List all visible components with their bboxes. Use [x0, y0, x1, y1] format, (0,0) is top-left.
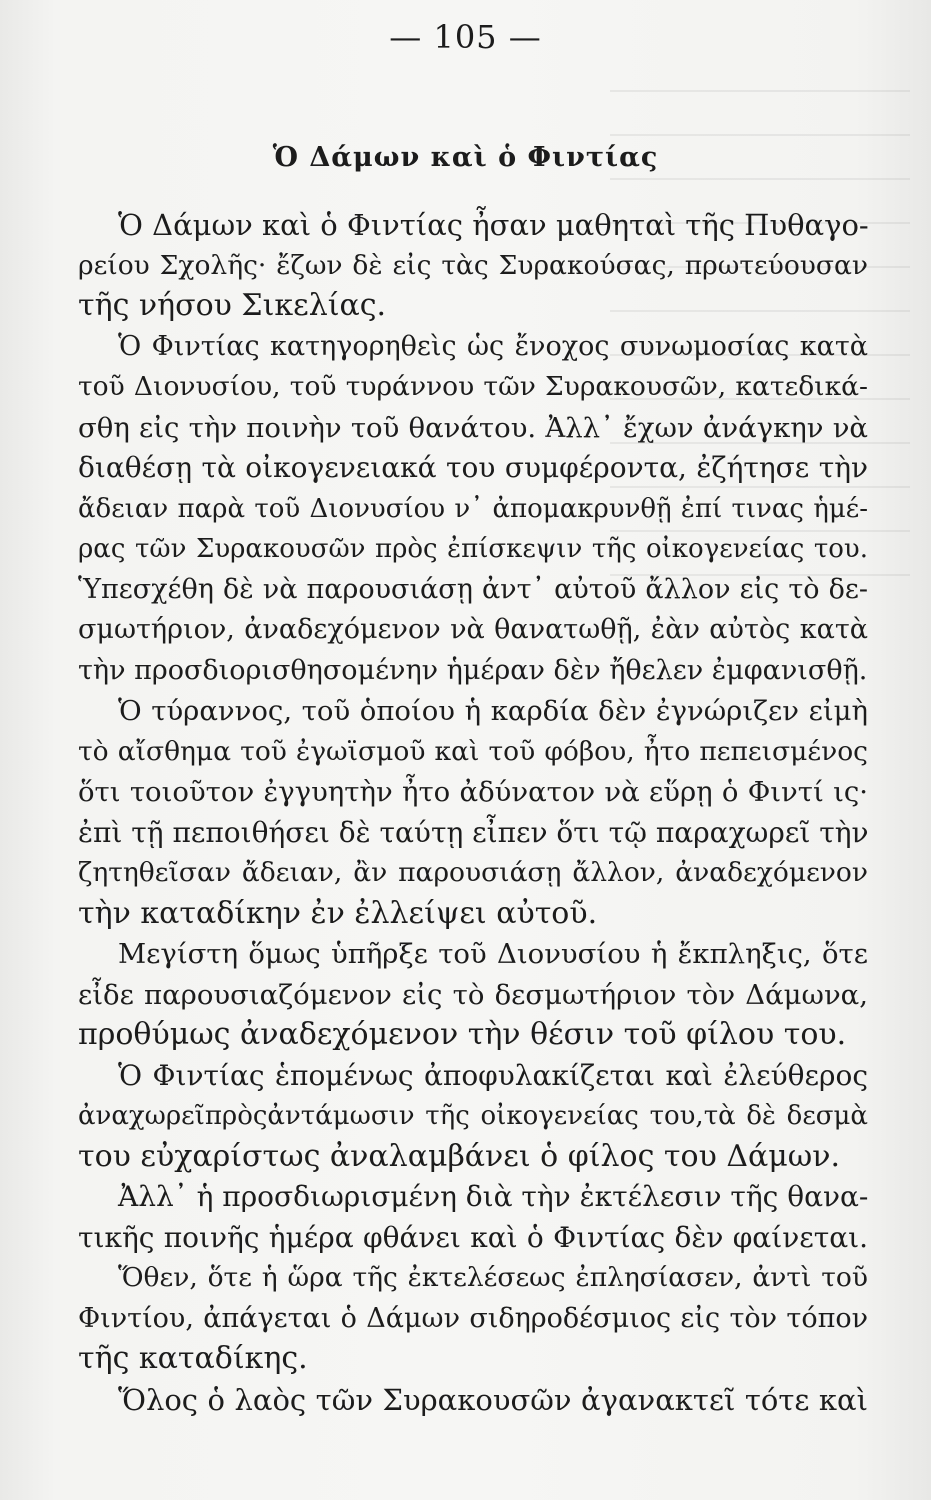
text-line: Ὑπεσχέθη δὲ νὰ παρουσιάσῃ ἀντ᾽ αὐτοῦ ἄλλον εἰς τὸ δε- — [78, 573, 868, 605]
text-line: του εὐχαρίστως ἀναλαμβάνει ὁ φίλος του Δάμων. — [78, 1138, 840, 1174]
text-line: τικῆς ποινῆς ἡμέρα φθάνει καὶ ὁ Φιντίας δὲν φαίνεται. — [78, 1220, 868, 1254]
page-number: — 105 — — [389, 18, 542, 56]
text-line: ρείου Σχολῆς· ἔζων δὲ εἰς τὰς Συρακούσας, πρωτεύουσαν — [78, 249, 868, 281]
text-line: Ὅλος ὁ λαὸς τῶν Συρακουσῶν ἀγανακτεῖ τότε καὶ — [118, 1382, 868, 1417]
text-line: Μεγίστη ὅμως ὑπῆρξε τοῦ Διονυσίου ἡ ἔκπληξις, ὅτε — [118, 938, 868, 970]
text-line: Ὁ Δάμων καὶ ὁ Φιντίας ἦσαν μαθηταὶ τῆς Πυθαγο- — [118, 208, 869, 242]
text-line: τῆς καταδίκης. — [78, 1341, 308, 1376]
text-line: ἐπὶ τῇ πεποιθήσει δὲ ταύτῃ εἶπεν ὅτι τῷ παραχωρεῖ τὴν — [78, 815, 869, 849]
text-line: σθη εἰς τὴν ποινὴν τοῦ θανάτου. Ἀλλ᾽ ἔχων ἀνάγκην νὰ — [78, 411, 868, 444]
text-line: Ὁ Φιντίας ἑπομένως ἀποφυλακίζεται καὶ ἐλεύθερος — [118, 1058, 868, 1092]
text-line: ζητηθεῖσαν ἄδειαν, ἂν παρουσιάσῃ ἄλλον, ἀναδεχόμενον — [78, 857, 868, 888]
text-line: προθύμως ἀναδεχόμενον τὴν θέσιν τοῦ φίλου του. — [78, 1017, 847, 1052]
text-line: σμωτήριον, ἀναδεχόμενον νὰ θανατωθῇ, ἐὰν αὐτὸς κατὰ — [78, 614, 868, 645]
text-line: Ὅθεν, ὅτε ἡ ὥρα τῆς ἐκτελέσεως ἐπλησίασεν, ἀντὶ τοῦ — [118, 1262, 868, 1293]
text-line: εἶδε παρουσιαζόμενον εἰς τὸ δεσμωτήριον τὸν Δάμωνα, — [78, 978, 868, 1011]
text-line: ὅτι τοιοῦτον ἐγγυητὴν ἦτο ἀδύνατον νὰ εὕρῃ ὁ Φιντί ις· — [78, 776, 868, 808]
text-line: ἀναχωρεῖπρὸςἀντάμωσιν τῆς οἰκογενείας του,τὰ δὲ δεσμὰ — [78, 1101, 868, 1131]
text-line: διαθέσῃ τὰ οἰκογενειακά του συμφέροντα, ἐζήτησε τὴν — [78, 451, 868, 484]
text-line: τὸ αἴσθημα τοῦ ἐγωϊσμοῦ καὶ τοῦ φόβου, ἦτο πεπεισμένος — [78, 735, 868, 767]
text-line: τῆς νήσου Σικελίας. — [78, 288, 387, 323]
text-line: ἄδειαν παρὰ τοῦ Διονυσίου ν᾽ ἀπομακρυνθῇ ἐπί τινας ἡμέ- — [78, 493, 868, 524]
text-line: Ἀλλ᾽ ἡ προσδιωρισμένη διὰ τὴν ἐκτέλεσιν τῆς θανα- — [118, 1180, 869, 1213]
text-line: τοῦ Διονυσίου, τοῦ τυράννου τῶν Συρακουσῶν, κατεδικά- — [78, 371, 868, 402]
text-line: τὴν καταδίκην ἐν ἐλλείψει αὐτοῦ. — [78, 895, 598, 931]
text-line: τὴν προσδιορισθησομένην ἡμέραν δὲν ἤθελεν ἐμφανισθῇ. — [78, 654, 868, 686]
text-line: Ὁ Φιντίας κατηγορηθεὶς ὡς ἔνοχος συνωμοσίας κατὰ — [118, 330, 868, 362]
text-line: Ὁ τύραννος, τοῦ ὁποίου ἡ καρδία δὲν ἐγνώριζεν εἰμὴ — [118, 695, 868, 727]
section-heading: Ὁ Δάμων καὶ ὁ Φιντίας — [272, 142, 659, 173]
body-text — [78, 205, 868, 1420]
text-line: Φιντίου, ἀπάγεται ὁ Δάμων σιδηροδέσμιος εἰς τὸν τόπον — [78, 1302, 868, 1334]
text-line: ρας τῶν Συρακουσῶν πρὸς ἐπίσκεψιν τῆς οἰκογενείας του. — [78, 534, 868, 564]
